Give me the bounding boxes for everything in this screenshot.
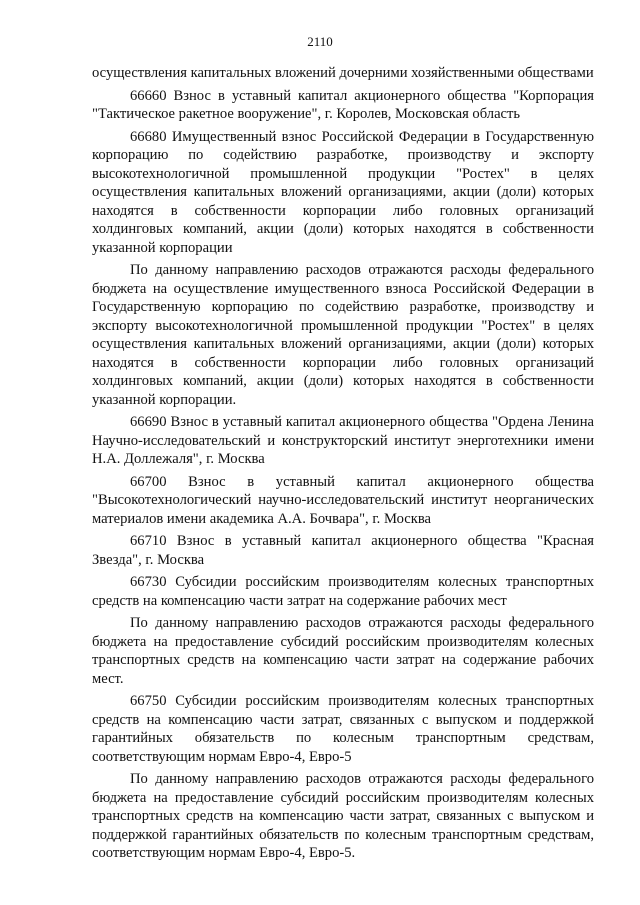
paragraph: осуществления капитальных вложений дочерними хозяйственными обществами [92, 65, 594, 81]
paragraph: 66690 Взнос в уставный капитал акционерного общества "Ордена Ленина Научно-исследовательский и конструкторский институт энерготехники имени Н.А. Доллежаля", г. Москва [92, 414, 594, 467]
paragraph: 66750 Субсидии российским производителям колесных транспортных средств на компенсацию части затрат, связанных с выпуском и поддержкой гарантийных обязательств по колесным транспортным средствам, соответствующим нормам Евро-4, Евро-5 [92, 693, 594, 765]
page-number: 2110 [307, 34, 333, 49]
paragraph: 66730 Субсидии российским производителям колесных транспортных средств на компенсацию части затрат на содержание рабочих мест [92, 574, 594, 609]
paragraph: 66660 Взнос в уставный капитал акционерного общества "Корпорация "Тактическое ракетное вооружение", г. Королев, Московская область [92, 87, 594, 122]
paragraph: По данному направлению расходов отражаются расходы федерального бюджета на предоставление субсидий российским производителям колесных транспортных средств на компенсацию части затрат на содержание рабочих мест. [92, 615, 594, 687]
paragraph: По данному направлению расходов отражаются расходы федерального бюджета на осуществление имущественного взноса Российской Федерации в Государственную корпорацию по содействию разработке, производству и экспорту высокотехнологичной промышленной продукции "Ростех" в целях осуществления капитальных вложений организациями, акции (доли) которых находятся в собственности корпорации либо головных организаций холдинговых компаний, акции (доли) которых находятся в собственности указанной корпорации. [92, 262, 594, 408]
paragraph: 66680 Имущественный взнос Российской Федерации в Государственную корпорацию по содействию разработке, производству и экспорту высокотехнологичной промышленной продукции "Ростех" в целях осуществления капитальных вложений организациями, акции (доли) которых находятся в собственности корпорации либо головных организаций холдинговых компаний, акции (доли) которых находятся в собственности указанной корпорации [92, 128, 594, 256]
paragraph: 66710 Взнос в уставный капитал акционерного общества "Красная Звезда", г. Москва [92, 533, 594, 568]
paragraph: По данному направлению расходов отражаются расходы федерального бюджета на предоставление субсидий российским производителям колесных транспортных средств на компенсацию части затрат, связанных с выпуском и поддержкой гарантийных обязательств по колесным транспортным средствам, соответствующим нормам Евро-4, Евро-5. [92, 771, 594, 861]
document-body [92, 64, 594, 867]
paragraph: 66700 Взнос в уставный капитал акционерного общества "Высокотехнологический научно-исследовательский институт неорганических материалов имени академика А.А. Бочвара", г. Москва [92, 473, 594, 527]
